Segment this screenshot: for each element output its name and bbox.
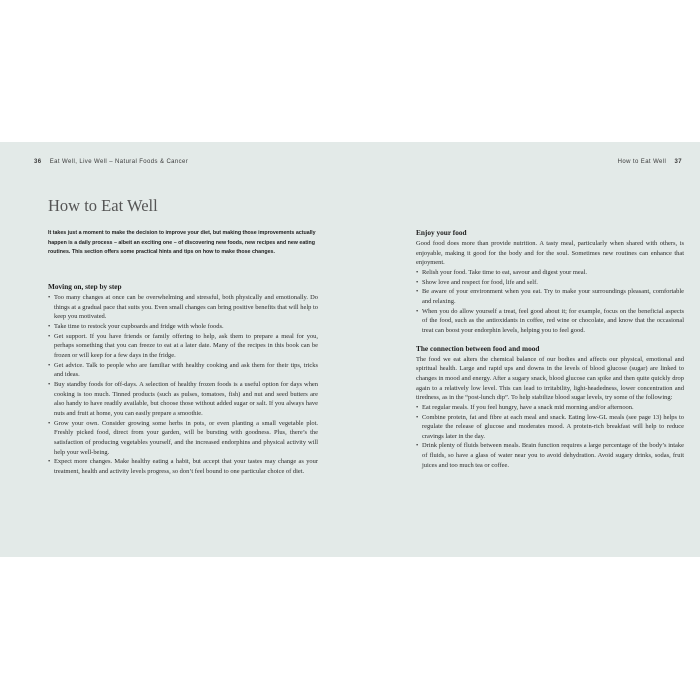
list-item: • Get support. If you have friends or family offering to help, ask them to prepare a meal for you, perhaps something that you can freeze to eat at a later date. Many of the recipes in this book can be frozen or will keep for a few days in the fridge. xyxy=(48,332,318,361)
list-item: • Too many changes at once can be overwhelming and stressful, both physically and emotionally. Do things at a gradual pace that suits you. Even small changes can bring positive benefits that will help to keep you motivated. xyxy=(48,293,318,322)
running-head-right xyxy=(618,159,682,165)
food-mood-list xyxy=(416,403,684,471)
left-page xyxy=(0,142,350,557)
enjoy-food-list xyxy=(416,268,684,336)
list-item: • Grow your own. Consider growing some herbs in pots, or even planting a small vegetable plot. Freshly picked food, direct from your garden, will be bursting with goodness. Plus, there’s the satisfaction of producing vegetables yourself, and the increased endorphins and physical activity will help your well-being. xyxy=(48,419,318,458)
list-item: • Show love and respect for food, life and self. xyxy=(416,278,684,288)
enjoy-food-paragraph: Good food does more than provide nutrition. A tasty meal, particularly when shared with others, is enjoyable, making it good for the body and for the soul. Sometimes new routines can enhance that enjoyment. xyxy=(416,240,684,267)
section-heading-moving-on: Moving on, step by step xyxy=(48,282,122,291)
list-item: • Eat regular meals. If you feel hungry, have a snack mid morning and/or afternoon. xyxy=(416,403,684,413)
running-head-left-text: Eat Well, Live Well – Natural Foods & Cancer xyxy=(49,159,189,165)
running-head-left xyxy=(34,159,188,165)
food-mood-paragraph: The food we eat alters the chemical balance of our bodies and affects our physical, emotional and spiritual health. Large and rapid ups and downs in the levels of blood glucose (sugar) are linked to changes in mood and energy. After a sugary snack, blood glucose can spike and then quite quickly drop again to a relatively low level. This can lead to irritability, light-headedness, lower concentration and tiredness, as in the “post-lunch dip”. To help stabilize blood sugar levels, try some of the following: xyxy=(416,355,684,402)
right-column xyxy=(416,228,684,470)
right-page xyxy=(350,142,700,557)
intro-paragraph: It takes just a moment to make the decision to improve your diet, but making those improvements actually happen is a daily process – albeit an exciting one – of discovering new foods, new recipes and new eating routines. This section offers some practical hints and tips on how to make those changes. xyxy=(48,230,316,256)
list-item: • Expect more changes. Make healthy eating a habit, but accept that your tastes may change as your treatment, health and activity levels progress, so don’t feel bound to one particular choice of diet. xyxy=(48,457,318,476)
list-item: • Get advice. Talk to people who are familiar with healthy cooking and ask them for their tips, tricks and ideas. xyxy=(48,361,318,380)
section-spacer xyxy=(416,336,684,344)
section-heading-food-mood: The connection between food and mood xyxy=(416,343,540,353)
list-item: • Drink plenty of fluids between meals. Brain function requires a large percentage of the body’s intake of fluids, so have a glass of water near you to avoid dehydration. Avoid sugary drinks, sodas, fruit juices and too much tea or coffee. xyxy=(416,441,684,470)
list-item: • Take time to restock your cupboards and fridge with whole foods. xyxy=(48,322,318,332)
list-item: • Buy standby foods for off-days. A selection of healthy frozen foods is a useful option for days when cooking is too much. Tinned products (such as pulses, tomatoes, fish) and nut and seed butters are also handy to have readily available, but choose those without added sugar or salt. If you always have nuts and fruit at home, you can easily prepare a smoothie. xyxy=(48,380,318,419)
list-item: • When you do allow yourself a treat, feel good about it; for example, focus on the beneficial aspects of the food, such as the antioxidants in coffee, red wine or chocolate, and know that the occasional treat can boost your endorphin levels, helping you to feel good. xyxy=(416,307,684,336)
left-column xyxy=(48,282,318,476)
list-item: • Be aware of your environment when you eat. Try to make your surroundings pleasant, comfortable and relaxing. xyxy=(416,287,684,306)
moving-on-list xyxy=(48,293,318,476)
list-item: • Combine protein, fat and fibre at each meal and snack. Eating low-GL meals (see page 13) helps to regulate the release of glucose and moderates mood. A protein-rich breakfast will help to reduce cravings later in the day. xyxy=(416,413,684,442)
book-spread xyxy=(0,142,700,557)
running-head-right-text: How to Eat Well xyxy=(617,159,667,165)
list-item: • Relish your food. Take time to eat, savour and digest your meal. xyxy=(416,268,684,278)
section-heading-enjoy-food: Enjoy your food xyxy=(416,228,467,237)
page-number-right: 37 xyxy=(674,159,682,165)
page-title: How to Eat Well xyxy=(48,196,158,215)
page-number-left: 36 xyxy=(34,159,42,165)
